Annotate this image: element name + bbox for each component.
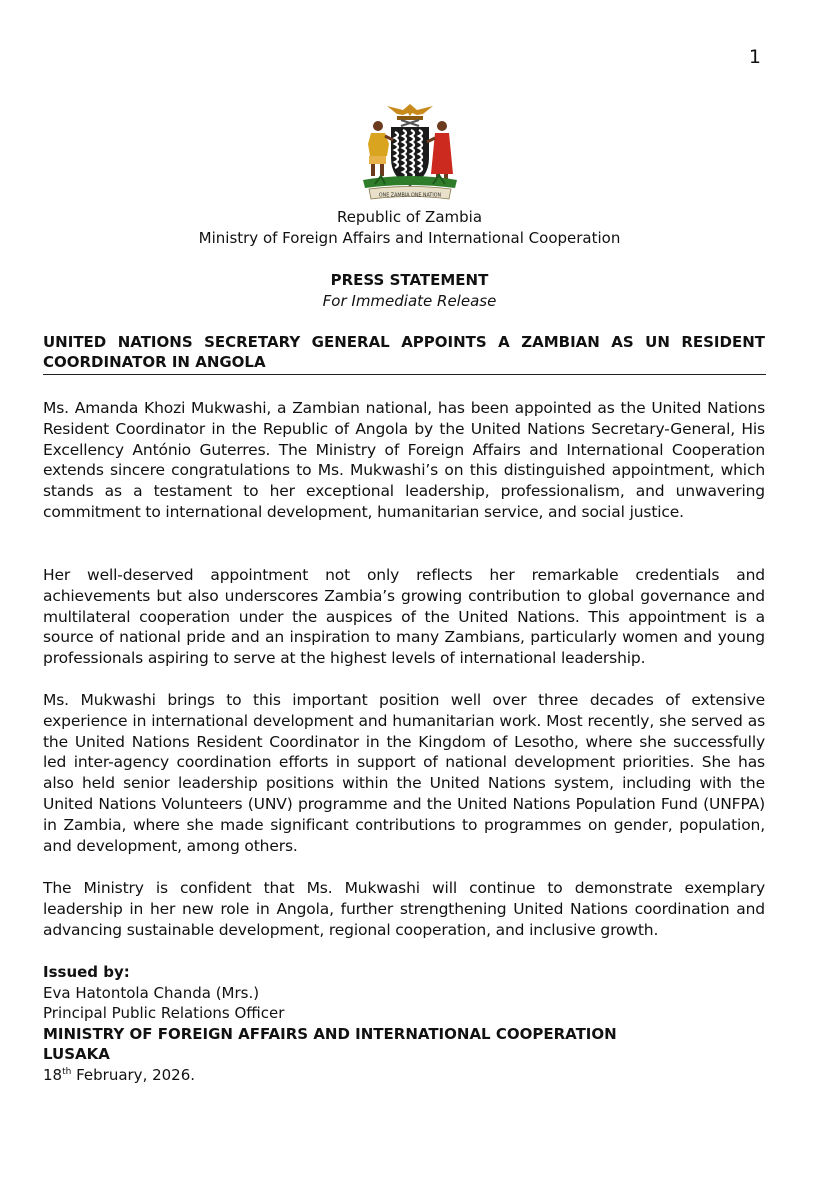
ministry-name: Ministry of Foreign Affairs and International Cooperation xyxy=(198,229,621,247)
issuer-city: LUSAKA xyxy=(43,1045,110,1063)
date-suffix: th xyxy=(62,1066,72,1077)
man-supporter-icon xyxy=(368,121,393,176)
paragraph-4: The Ministry is confident that Ms. Mukwashi will continue to demonstrate exemplary leadership in her new role in Angola, further strengthening United Nations coordination and advancing sustainable development, regional cooperation, and inclusive growth. xyxy=(43,879,765,939)
issuer-title: Principal Public Relations Officer xyxy=(43,1004,285,1022)
letterhead xyxy=(0,207,819,249)
date-day: 18 xyxy=(43,1065,63,1084)
headline: UNITED NATIONS SECRETARY GENERAL APPOINTS A ZAMBIAN AS UN RESIDENT COORDINATOR IN ANGOLA xyxy=(43,333,765,371)
headline-divider xyxy=(43,374,766,375)
woman-supporter-icon xyxy=(427,121,453,179)
paragraph-1: Ms. Amanda Khozi Mukwashi, a Zambian national, has been appointed as the United Nations Resident Coordinator in the Republic of Angola by the United Nations Secretary-General, His Excellency António Guterres. The Ministry of Foreign Affairs and International Cooperation extends sincere congratulations to Ms. Mukwashi’s on this distinguished appointment, which stands as a testament to her exceptional leadership, professionalism, and unwavering commitment to international development, humanitarian service, and social justice. xyxy=(43,399,765,521)
statement-label xyxy=(0,270,819,312)
issue-date xyxy=(43,1065,765,1086)
coat-of-arms-emblem xyxy=(357,100,463,204)
page-number: 1 xyxy=(748,46,761,68)
signature-block xyxy=(43,962,765,1085)
statement-type: PRESS STATEMENT xyxy=(330,271,489,289)
release-note: For Immediate Release xyxy=(322,292,497,310)
issued-by-label: Issued by: xyxy=(43,963,130,981)
country-name: Republic of Zambia xyxy=(336,208,483,226)
paragraph-2: Her well-deserved appointment not only reflects her remarkable credentials and achievements but also underscores Zambia’s growing contribution to global governance and multilateral cooperation under the auspices of the United Nations. This appointment is a source of national pride and an inspiration to many Zambians, particularly women and young professionals aspiring to serve at the highest levels of international leadership. xyxy=(43,566,765,668)
paragraph-3: Ms. Mukwashi brings to this important position well over three decades of extensive experience in international development and humanitarian work. Most recently, she served as the United Nations Resident Coordinator in the Kingdom of Lesotho, where she successfully led inter-agency coordination efforts in support of national development priorities. She has also held senior leadership positions within the United Nations system, including with the United Nations Volunteers (UNV) programme and the United Nations Population Fund (UNFPA) in Zambia, where she made significant contributions to programmes on gender, population, and development, among others. xyxy=(43,691,765,855)
issuer-organization: MINISTRY OF FOREIGN AFFAIRS AND INTERNATIONAL COOPERATION xyxy=(43,1024,617,1043)
issuer-name: Eva Hatontola Chanda (Mrs.) xyxy=(43,983,260,1002)
svg-text:ONE ZAMBIA ONE NATION: ONE ZAMBIA ONE NATION xyxy=(378,193,442,199)
eagle-icon xyxy=(387,104,433,120)
motto-ribbon xyxy=(369,187,451,200)
date-rest: February, 2026. xyxy=(71,1065,196,1084)
